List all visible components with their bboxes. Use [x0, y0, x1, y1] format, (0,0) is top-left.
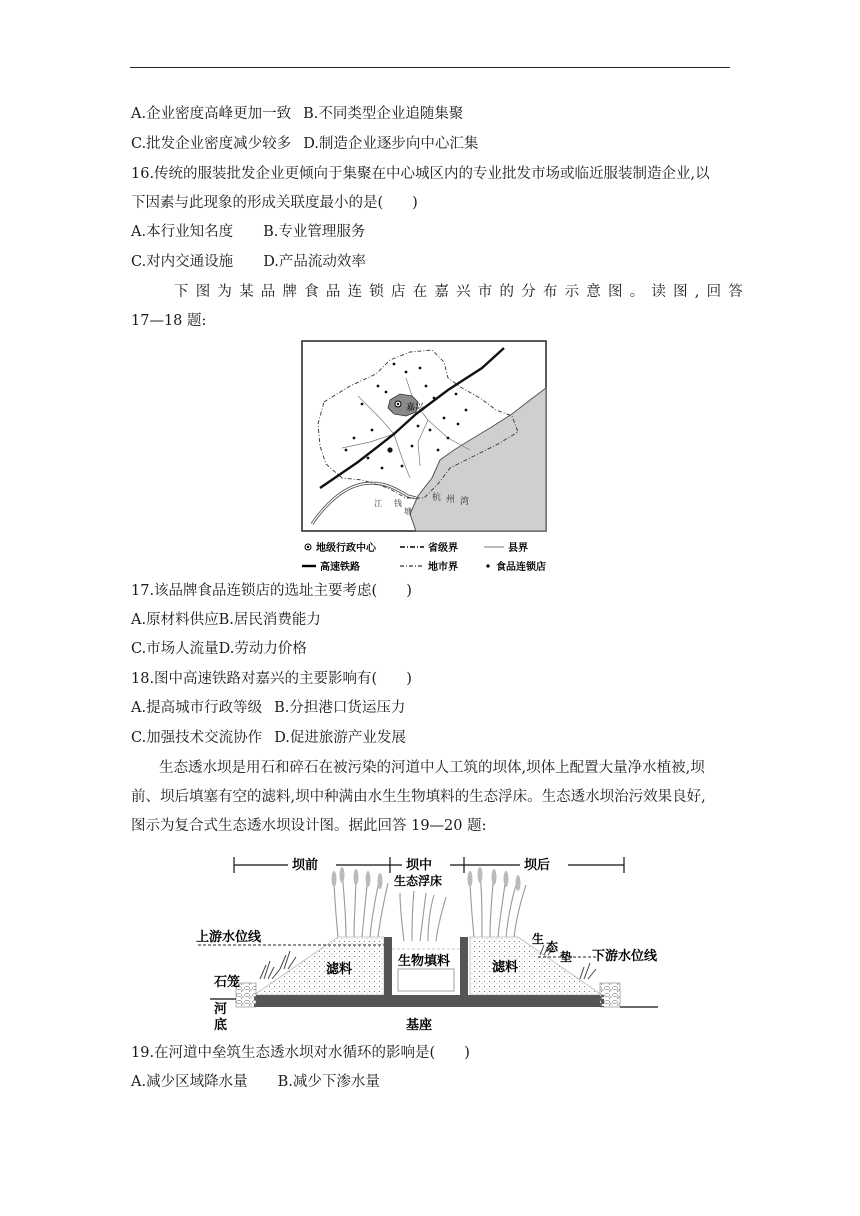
legend-center: 地级行政中心	[316, 543, 376, 554]
q18-options-row-2	[131, 728, 406, 748]
q19-stem: 19.在河道中垒筑生态透水坝对水循环的影响是( )	[131, 1045, 470, 1061]
dam-wall-right	[460, 937, 468, 1005]
legend-provincial: 省级界	[428, 543, 458, 554]
q18-option-c: C.加强技术交流协作	[131, 730, 263, 746]
header-rule	[130, 67, 730, 68]
map-water-label-wan: 湾	[460, 497, 470, 507]
label-dam-middle: 坝中	[406, 858, 433, 873]
q19-option-b: B.减少下渗水量	[277, 1074, 380, 1090]
q18-stem: 18.图中高速铁路对嘉兴的主要影响有( )	[131, 671, 412, 687]
label-filter-back: 滤料	[492, 960, 519, 975]
label-upstream-level: 上游水位线	[196, 930, 262, 945]
q15-option-d: D.制造企业逐步向中心汇集	[303, 136, 479, 152]
q16-options-row-1	[131, 222, 365, 242]
map-water-label-jiang: 江	[374, 499, 382, 508]
q15-option-c: C.批发企业密度减少较多	[131, 136, 292, 152]
q16-stem-line-1: 16.传统的服装批发企业更倾向于集聚在中心城区内的专业批发市场或临近服装制造企业,以	[131, 166, 710, 182]
label-bio-fill: 生物填料	[398, 954, 451, 969]
label-dam-front: 坝前	[292, 858, 319, 873]
map-water-label-tang: 塘	[404, 507, 412, 516]
legend-city-border: 地市界	[428, 562, 458, 573]
dam-base	[254, 995, 604, 1007]
intro-19-20-line-1: 生态透水坝是用石和碎石在被污染的河道中人工筑的坝体,坝体上配置大量净水植被,坝	[159, 760, 705, 776]
q16-option-d: D.产品流动效率	[263, 254, 366, 270]
intro-19-20-line-3: 图示为复合式生态透水坝设计图。据此回答 19—20 题:	[131, 818, 487, 834]
q16-option-a: A.本行业知名度	[131, 224, 234, 240]
jiaxing-store-map	[298, 338, 564, 578]
q16-stem-line-2: 下因素与此现象的形成关联度最小的是( )	[131, 195, 418, 211]
q17-option-cd: C.市场人流量D.劳动力价格	[131, 641, 307, 657]
label-base: 基座	[406, 1018, 433, 1033]
eco-permeable-dam-diagram	[188, 845, 674, 1040]
q16-options-row-2	[131, 252, 366, 272]
legend-store: 食品连锁店	[496, 562, 546, 573]
intro-17-18-line-2: 17—18 题:	[131, 313, 207, 329]
q15-option-b: B.不同类型企业追随集聚	[303, 106, 464, 122]
q18-option-b: B.分担港口货运压力	[274, 700, 406, 716]
gabion-right	[600, 983, 620, 1007]
q18-option-a: A.提高城市行政等级	[131, 700, 263, 716]
label-dam-back: 坝后	[524, 858, 551, 873]
filter-media-front	[254, 937, 384, 995]
intro-19-20-line-2: 前、坝后填塞有空的滤料,坝中种满由水生生物填料的生态浮床。生态透水坝治污效果良好,	[131, 789, 706, 805]
q15-options-row-2	[131, 134, 478, 154]
q18-options-row-1	[131, 698, 405, 718]
legend-county: 县界	[508, 543, 528, 554]
q16-option-b: B.专业管理服务	[263, 224, 366, 240]
q19-options-row-1	[131, 1072, 380, 1092]
q15-option-a: A.企业密度高峰更加一致	[131, 106, 292, 122]
label-eco-3: 垫	[560, 950, 573, 964]
q18-option-d: D.促进旅游产业发展	[274, 730, 406, 746]
label-filter-front: 滤料	[326, 962, 353, 977]
map-city-label: 嘉兴	[406, 403, 425, 413]
label-riverbed-2: 底	[214, 1018, 228, 1033]
dam-wall-left	[384, 937, 392, 1005]
label-eco-1: 生	[532, 932, 545, 946]
map-water-label-qian: 钱	[394, 499, 402, 508]
q16-option-c: C.对内交通设施	[131, 254, 234, 270]
label-eco-2: 态	[546, 940, 559, 954]
label-floating-bed: 生态浮床	[394, 874, 443, 888]
q15-options-row-1	[131, 104, 463, 124]
map-legend	[302, 541, 546, 573]
map-water-label-zhou: 州	[446, 495, 456, 505]
legend-railway: 高速铁路	[320, 562, 360, 573]
label-downstream-level: 下游水位线	[592, 949, 658, 964]
label-gabion: 石笼	[214, 975, 241, 990]
q19-option-a: A.减少区域降水量	[131, 1074, 248, 1090]
label-riverbed-1: 河	[214, 1002, 228, 1017]
map-water-label-hang: 杭	[432, 493, 442, 503]
q17-option-ab: A.原材料供应B.居民消费能力	[131, 612, 321, 628]
q17-stem: 17.该品牌食品连锁店的选址主要考虑( )	[131, 583, 412, 599]
intro-17-18-line-1: 下图为某品牌食品连锁店在嘉兴市的分布示意图。读图,回答	[174, 284, 751, 300]
